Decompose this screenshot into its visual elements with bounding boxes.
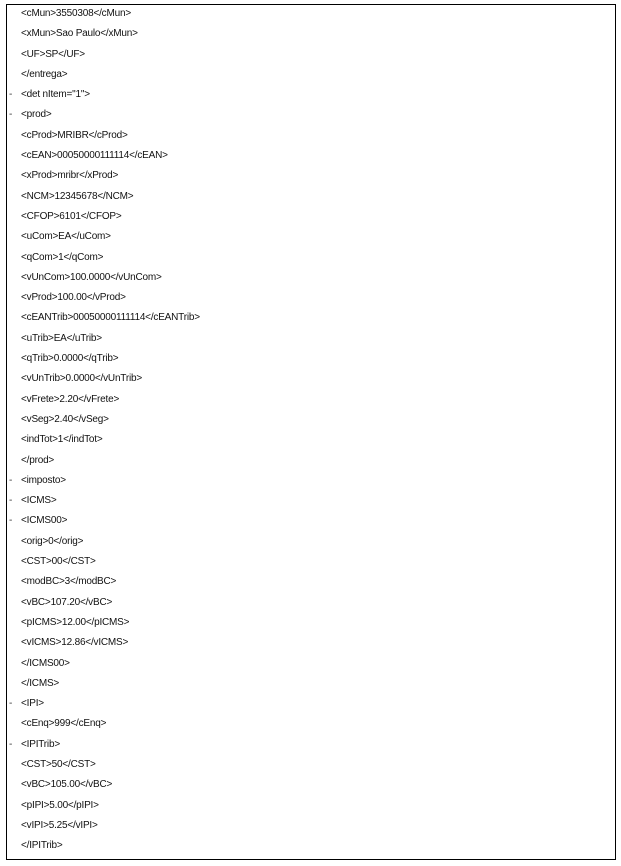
- xml-tag-text: <CST>00</CST>: [21, 556, 96, 568]
- xml-tag-text: <pIPI>5.00</pIPI>: [21, 799, 99, 811]
- xml-line: [7, 637, 615, 657]
- xml-tag-text: <uCom>EA</uCom>: [21, 231, 111, 243]
- xml-line: [7, 515, 615, 535]
- xml-tag-text: <vSeg>2.40</vSeg>: [21, 413, 109, 425]
- xml-tag-text: <vUnCom>100.0000</vUnCom>: [21, 271, 162, 283]
- xml-line: [7, 597, 615, 617]
- xml-line: [7, 191, 615, 211]
- xml-line: [7, 150, 615, 170]
- xml-line: [7, 109, 615, 129]
- xml-tag-text: <UF>SP</UF>: [21, 48, 85, 60]
- xml-line: [7, 800, 615, 820]
- xml-line: [7, 576, 615, 596]
- xml-line: [7, 130, 615, 150]
- xml-tag-text: <ICMS>: [21, 495, 57, 507]
- xml-tag-text: </prod>: [21, 454, 55, 466]
- xml-line: [7, 211, 615, 231]
- xml-line: [7, 252, 615, 272]
- xml-line: [7, 678, 615, 698]
- xml-tag-text: <orig>0</orig>: [21, 535, 84, 547]
- xml-tag-text: <vICMS>12.86</vICMS>: [21, 637, 129, 649]
- collapse-toggle-icon[interactable]: -: [9, 495, 13, 507]
- xml-document-frame: [6, 4, 616, 860]
- xml-tag-text: </ICMS00>: [21, 657, 70, 669]
- xml-tag-text: <qTrib>0.0000</qTrib>: [21, 353, 119, 365]
- xml-tag-text: <vFrete>2.20</vFrete>: [21, 393, 120, 405]
- xml-line: [7, 333, 615, 353]
- xml-tag-text: <cEnq>999</cEnq>: [21, 718, 107, 730]
- xml-line: [7, 292, 615, 312]
- xml-line: [7, 617, 615, 637]
- xml-tag-text: <cEAN>00050000111114</cEAN>: [21, 150, 168, 162]
- xml-tag-text: <pICMS>12.00</pICMS>: [21, 616, 130, 628]
- xml-tag-text: <NCM>12345678</NCM>: [21, 190, 134, 202]
- collapse-toggle-icon[interactable]: -: [9, 698, 13, 710]
- xml-line: [7, 414, 615, 434]
- collapse-toggle-icon[interactable]: -: [9, 515, 13, 527]
- xml-line: [7, 231, 615, 251]
- xml-tag-text: <CST>50</CST>: [21, 758, 96, 770]
- xml-line-list: [7, 8, 615, 860]
- xml-tag-text: <IPI>: [21, 698, 44, 710]
- xml-line: [7, 434, 615, 454]
- xml-line: [7, 759, 615, 779]
- xml-line: [7, 495, 615, 515]
- xml-tag-text: <vIPI>5.25</vIPI>: [21, 819, 98, 831]
- xml-tag-text: <CFOP>6101</CFOP>: [21, 210, 122, 222]
- xml-tag-text: </ICMS>: [21, 677, 60, 689]
- xml-line: [7, 536, 615, 556]
- xml-line: [7, 840, 615, 860]
- collapse-toggle-icon[interactable]: -: [9, 109, 13, 121]
- xml-line: [7, 170, 615, 190]
- xml-line: [7, 475, 615, 495]
- collapse-toggle-icon[interactable]: -: [9, 89, 13, 101]
- xml-tag-text: <indTot>1</indTot>: [21, 434, 103, 446]
- xml-line: [7, 779, 615, 799]
- xml-line: [7, 272, 615, 292]
- xml-tag-text: </IPITrib>: [21, 840, 63, 852]
- xml-tag-text: <cProd>MRIBR</cProd>: [21, 129, 128, 141]
- xml-line: [7, 373, 615, 393]
- xml-tag-text: <qCom>1</qCom>: [21, 251, 104, 263]
- xml-tag-text: </entrega>: [21, 68, 68, 80]
- xml-tag-text: <det nItem="1">: [21, 89, 90, 101]
- xml-tag-text: <IPITrib>: [21, 738, 60, 750]
- xml-line: [7, 49, 615, 69]
- xml-line: [7, 739, 615, 759]
- xml-tag-text: <imposto>: [21, 474, 66, 486]
- collapse-toggle-icon[interactable]: -: [9, 738, 13, 750]
- xml-tag-text: <vBC>105.00</vBC>: [21, 779, 113, 791]
- xml-tag-text: <vUnTrib>0.0000</vUnTrib>: [21, 373, 142, 385]
- xml-line: [7, 69, 615, 89]
- xml-line: [7, 312, 615, 332]
- xml-line: [7, 658, 615, 678]
- xml-tag-text: <xProd>mribr</xProd>: [21, 170, 119, 182]
- xml-tag-text: <ICMS00>: [21, 515, 68, 527]
- xml-line: [7, 820, 615, 840]
- xml-line: [7, 556, 615, 576]
- xml-line: [7, 455, 615, 475]
- xml-line: [7, 394, 615, 414]
- xml-line: [7, 698, 615, 718]
- xml-line: [7, 353, 615, 373]
- xml-line: [7, 8, 615, 28]
- xml-tag-text: <modBC>3</modBC>: [21, 576, 117, 588]
- xml-tag-text: <cEANTrib>00050000111114</cEANTrib>: [21, 312, 200, 324]
- xml-tag-text: <uTrib>EA</uTrib>: [21, 332, 102, 344]
- xml-tag-text: <cMun>3550308</cMun>: [21, 8, 131, 19]
- xml-tag-text: <vBC>107.20</vBC>: [21, 596, 113, 608]
- xml-tag-text: <vProd>100.00</vProd>: [21, 292, 126, 304]
- collapse-toggle-icon[interactable]: -: [9, 474, 13, 486]
- xml-tag-text: <prod>: [21, 109, 52, 121]
- xml-line: [7, 89, 615, 109]
- xml-line: [7, 718, 615, 738]
- xml-tag-text: <xMun>Sao Paulo</xMun>: [21, 28, 138, 40]
- xml-line: [7, 28, 615, 48]
